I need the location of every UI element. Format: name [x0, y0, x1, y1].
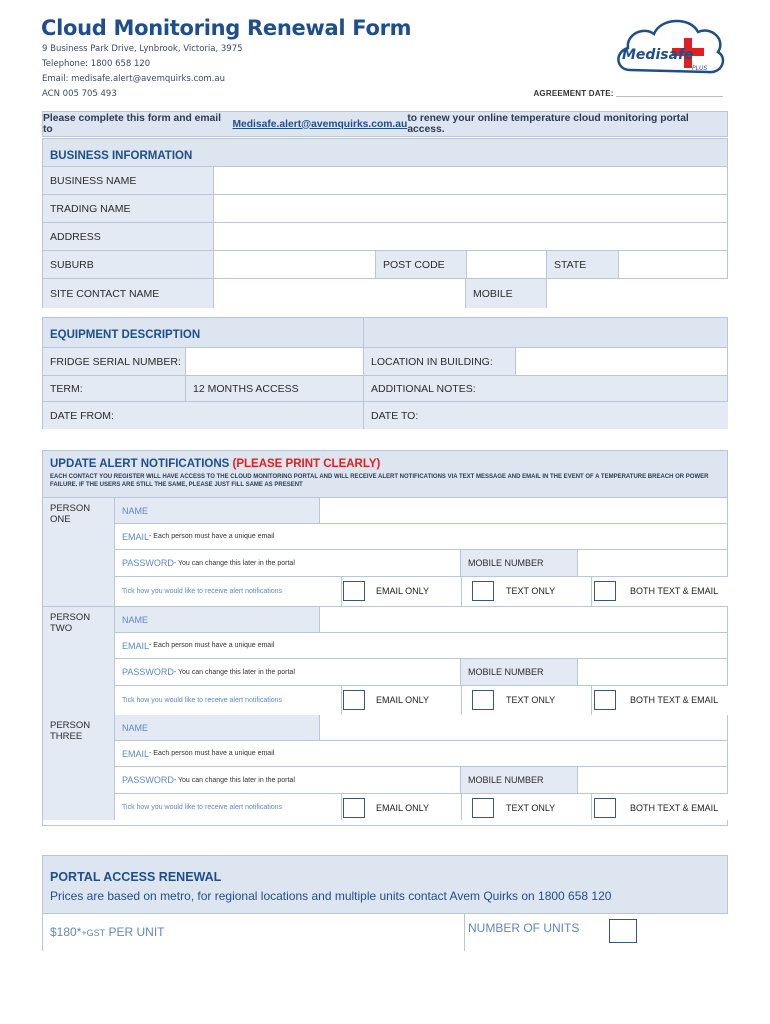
location-label: LOCATION IN BUILDING: — [364, 348, 516, 376]
medisafe-logo — [612, 12, 728, 88]
person-hint-cell — [115, 577, 342, 607]
both-label: BOTH TEXT & EMAIL — [630, 695, 719, 705]
fridge-serial-label: FRIDGE SERIAL NUMBER: — [43, 348, 186, 376]
notice-text-before: Please complete this form and email to — [43, 113, 221, 135]
person-mobile-input[interactable] — [578, 550, 728, 577]
person-label — [43, 607, 115, 716]
units-cell — [465, 914, 728, 951]
both-cell — [592, 686, 728, 716]
person-hint-cell — [115, 794, 342, 820]
password-label-text: PASSWORD — [122, 775, 174, 785]
term-value: 12 MONTHS ACCESS — [186, 376, 364, 402]
state-label: STATE — [547, 251, 619, 279]
equipment-description-section — [42, 317, 728, 429]
person-mobile-input[interactable] — [578, 659, 728, 686]
password-label-text: PASSWORD — [122, 667, 174, 677]
alerts-title-note: (PLEASE PRINT CLEARLY) — [232, 458, 381, 470]
alerts-subtitle: EACH CONTACT YOU REGISTER WILL HAVE ACCESS TO THE CLOUD MONITORING PORTAL AND WILL RECEIVE ALERT NOTIFICATIONS VIA TEXT MESSAGE AND EMAIL IN THE EVENT OF A TEMPERATURE BREACH OR POWER FAILURE. IF THE USERS ARE STILL THE SAME, PLEASE JUST FILL SAME AS PRESENT — [50, 474, 709, 488]
equipment-section-title: EQUIPMENT DESCRIPTION — [50, 329, 201, 341]
person-name-input[interactable] — [320, 607, 728, 633]
person-label-line1: PERSON — [50, 612, 91, 623]
alert-notifications-section — [42, 450, 728, 826]
price-amount: $180* — [50, 925, 82, 939]
person-password-input[interactable] — [115, 767, 461, 794]
person-password-input[interactable] — [115, 659, 461, 686]
person-mobile-label: MOBILE NUMBER — [461, 550, 578, 577]
email-only-label: EMAIL ONLY — [376, 803, 430, 813]
text-only-cell — [462, 577, 592, 607]
location-input[interactable] — [516, 348, 728, 376]
number-of-units-label: NUMBER OF UNITS — [468, 921, 580, 935]
business-section-title: BUSINESS INFORMATION — [50, 150, 193, 162]
person-name-input[interactable] — [320, 715, 728, 741]
person-name-label — [115, 715, 320, 741]
number-of-units-input[interactable] — [609, 919, 637, 943]
trading-name-input[interactable] — [214, 195, 728, 223]
state-input[interactable] — [619, 251, 728, 279]
both-label: BOTH TEXT & EMAIL — [630, 586, 719, 596]
email-note-text: - Each person must have a unique email — [149, 642, 275, 649]
price-cell — [43, 914, 465, 951]
notice-text-after: to renew your online temperature cloud monitoring portal access. — [407, 113, 689, 135]
person-name-label — [115, 607, 320, 633]
both-cell — [592, 794, 728, 820]
suburb-label: SUBURB — [43, 251, 214, 279]
email-only-label: EMAIL ONLY — [376, 695, 430, 705]
person-label-line1: PERSON — [50, 503, 91, 514]
email-only-checkbox[interactable] — [343, 690, 365, 710]
notification-hint: Tick how you would like to receive alert notifications — [122, 588, 283, 595]
person-label — [43, 715, 115, 820]
company-telephone: Telephone: 1800 658 120 — [42, 59, 151, 69]
text-only-label: TEXT ONLY — [506, 586, 556, 596]
site-contact-input[interactable] — [214, 279, 466, 308]
trading-name-label: TRADING NAME — [43, 195, 214, 223]
person-email-input[interactable] — [115, 524, 728, 550]
both-checkbox[interactable] — [594, 690, 616, 710]
address-label: ADDRESS — [43, 223, 214, 251]
password-note-text: - You can change this later in the portal — [173, 559, 295, 567]
both-checkbox[interactable] — [594, 581, 616, 601]
text-only-label: TEXT ONLY — [506, 803, 556, 813]
email-only-cell — [342, 686, 462, 716]
instructions-banner — [42, 111, 728, 137]
email-note-text: - Each person must have a unique email — [149, 533, 275, 540]
fridge-serial-input[interactable] — [186, 348, 364, 376]
person-mobile-label: MOBILE NUMBER — [461, 767, 578, 794]
company-address: 9 Business Park Drive, Lynbrook, Victoria, 3975 — [42, 44, 243, 54]
business-name-input[interactable] — [214, 167, 728, 195]
mobile-label: MOBILE — [466, 279, 547, 308]
password-note-text: - You can change this later in the portal — [173, 776, 295, 784]
text-only-checkbox[interactable] — [472, 581, 494, 601]
person-label-line2: TWO — [50, 623, 73, 634]
notification-hint: Tick how you would like to receive alert notifications — [122, 803, 283, 811]
date-from-label: DATE FROM: — [43, 402, 364, 429]
person-label-line2: THREE — [50, 731, 83, 742]
name-label-text: NAME — [122, 505, 149, 516]
password-note-text: - You can change this later in the portal — [173, 668, 295, 676]
person-email-input[interactable] — [115, 633, 728, 659]
company-acn: ACN 005 705 493 — [42, 89, 117, 99]
notice-email-link[interactable]: Medisafe.alert@avemquirks.com.au — [232, 118, 408, 130]
portal-renewal-section — [42, 855, 728, 951]
form-title: Cloud Monitoring Renewal Form — [41, 16, 412, 40]
person-password-input[interactable] — [115, 550, 461, 577]
name-label-text: NAME — [122, 614, 149, 625]
person-hint-cell — [115, 686, 342, 716]
price-gst: +GST — [81, 928, 106, 938]
business-information-section — [42, 138, 728, 308]
email-only-cell — [342, 577, 462, 607]
mobile-input[interactable] — [547, 279, 728, 308]
person-label — [43, 498, 115, 607]
post-code-input[interactable] — [467, 251, 547, 279]
text-only-checkbox[interactable] — [472, 690, 494, 710]
text-only-cell — [462, 794, 592, 820]
person-mobile-label: MOBILE NUMBER — [461, 659, 578, 686]
suburb-input[interactable] — [214, 251, 376, 279]
person-mobile-input[interactable] — [578, 767, 728, 794]
business-name-label: BUSINESS NAME — [43, 167, 214, 195]
company-email: Email: medisafe.alert@avemquirks.com.au — [42, 74, 225, 84]
post-code-label: POST CODE — [376, 251, 467, 279]
email-label-text: EMAIL — [122, 531, 150, 542]
person-name-input[interactable] — [320, 498, 728, 524]
site-contact-label: SITE CONTACT NAME — [43, 279, 214, 308]
email-note-text: - Each person must have a unique email — [149, 750, 275, 757]
person-email-input[interactable] — [115, 741, 728, 767]
password-label-text: PASSWORD — [122, 558, 174, 568]
address-input[interactable] — [214, 223, 728, 251]
email-label-text: EMAIL — [122, 640, 150, 651]
alerts-section-title: UPDATE ALERT NOTIFICATIONS — [50, 458, 230, 470]
both-cell — [592, 577, 728, 607]
price-per-unit: PER UNIT — [105, 925, 165, 939]
email-only-cell — [342, 794, 462, 820]
svg-text:PLUS: PLUS — [692, 65, 708, 72]
email-only-label: EMAIL ONLY — [376, 586, 430, 596]
portal-subtitle: Prices are based on metro, for regional locations and multiple units contact Avem Quirks on 1800 658 120 — [50, 889, 612, 903]
additional-notes-label: ADDITIONAL NOTES: — [364, 376, 728, 402]
email-only-checkbox[interactable] — [343, 798, 365, 818]
both-label: BOTH TEXT & EMAIL — [630, 803, 719, 813]
logo-wordmark: Medisafe — [622, 47, 694, 63]
email-only-checkbox[interactable] — [343, 581, 365, 601]
text-only-label: TEXT ONLY — [506, 695, 556, 705]
person-label-line2: ONE — [50, 514, 71, 525]
name-label-text: NAME — [122, 722, 149, 733]
text-only-checkbox[interactable] — [472, 798, 494, 818]
notification-hint: Tick how you would like to receive alert notifications — [122, 697, 283, 704]
person-name-label — [115, 498, 320, 524]
email-label-text: EMAIL — [122, 748, 150, 759]
agreement-date-field[interactable]: AGREEMENT DATE: _______________________ — [533, 89, 723, 98]
text-only-cell — [462, 686, 592, 716]
term-label: TERM: — [43, 376, 186, 402]
portal-section-title: PORTAL ACCESS RENEWAL — [50, 870, 222, 884]
date-to-label: DATE TO: — [364, 402, 728, 429]
both-checkbox[interactable] — [594, 798, 616, 818]
person-label-line1: PERSON — [50, 720, 91, 731]
